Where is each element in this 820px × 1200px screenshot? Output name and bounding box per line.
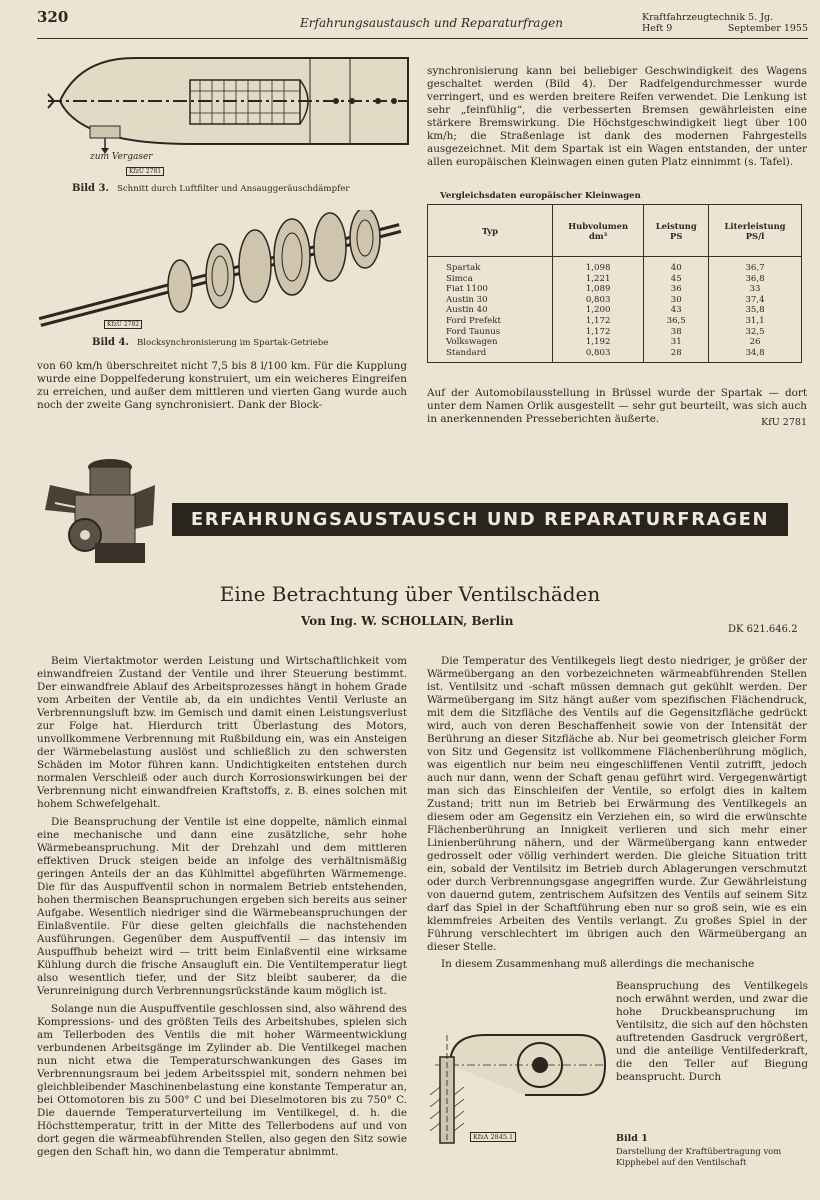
- article-paragraph-intro: In diesem Zusammenhang muß allerdings die mechanische: [441, 958, 755, 970]
- table-title: Vergleichsdaten europäischer Kleinwagen: [440, 191, 641, 201]
- table-row: Fiat 1100 1,089 36 33: [428, 284, 802, 295]
- fig3-stamp: KfzU 2781: [126, 167, 164, 176]
- fig4-stamp: KfzU 2782: [104, 320, 142, 329]
- table-header-literleistung: Literleistung PS/l: [709, 205, 802, 257]
- page-number: 320: [37, 8, 69, 26]
- after-table-ref: KfU 2781: [761, 417, 807, 428]
- article-dk-number: DK 621.646.2: [728, 624, 798, 635]
- fig4-caption-text: Blocksynchronisierung im Spartak-Getriebe: [136, 338, 329, 348]
- issue-line: [642, 23, 808, 34]
- table-row: Standard 0,803 28 34,8: [428, 348, 802, 363]
- table-row: Spartak 1,098 40 36,7: [428, 257, 802, 274]
- table-row: Austin 40 1,200 43 35,8: [428, 305, 802, 316]
- article-paragraph: Beim Viertaktmotor werden Leistung und Wirtschaftlichkeit vom einwandfreien Zustand der Ventile und ihrer Steuerung bestimmt. Der einwandfreie Ablauf des Arbeitsprozesses hängt in hohem Grade vom Arbeiten der Ventile ab, da ein undichtes Ventil Verluste an Verbrennungsluft bzw. im Gemisch und damit einen Leistungsverlust zur Folge hat. Hierdurch tritt Überlastung des Motors, unvollkommene Verbrennung mit Rußbildung ein, was ein Ansteigen der Wärmebelastung auslöst und schließlich zu den schwersten Schäden im Motor führen kann. Undichtigkeiten entstehen durch normalen Verschleiß oder auch durch Korrosionswirkungen bei der Verbrennung nicht einwandfreien Kraftstoffs, z. B. eines solchen mit hohem Schwefelgehalt.: [37, 655, 407, 810]
- comparison-table: [427, 204, 802, 363]
- table-row: Ford Prefekt 1,172 36,5 31,1: [428, 316, 802, 327]
- after-table-paragraph: [427, 387, 807, 429]
- fig1-caption: Darstellung der Kraftübertragung vom Kipphebel auf den Ventilschaft: [616, 1146, 782, 1167]
- fig1-label: Bild 1: [616, 1133, 648, 1144]
- article-paragraph: Die Beanspruchung der Ventile ist eine doppelte, nämlich einmal eine mechanische und dann eine zusätzliche, sehr hohe Wärmebeanspruchung. Mit der Drehzahl und dem mittleren effektiven Druck steigen beide an infolge des verhältnismäßig geringen Anteils der an das Kühlmittel abgeführten Wärmemenge. Die für das Auspuffventil schon in normalem Betrieb entstehenden, hohen thermischen Beanspruchungen ergeben sich bereits aus seiner Aufgabe. Wesentlich niedriger sind die Wärmebeanspruchungen der Einlaßventile. Für diese gelten gleichfalls die nachstehenden Ausführungen. Gegenüber dem Auspuffventil — das intensiv im Auspuffhub beheizt wird — tritt beim Einlaßventil eine wirksame Kühlung durch die frische Ansaugluft ein. Die Ventiltemperatur liegt also wesentlich tiefer, und der Sitz bleibt sauberer, da die Verunreinigung durch Verbrennungsrückstände kaum möglich ist.: [37, 816, 407, 997]
- fig1-rocker-arm-drawing: [430, 995, 610, 1145]
- article-paragraph: Solange nun die Auspuffventile geschlossen sind, also während des Kompressions- und des größten Teils des Arbeitshubes, spielen sich am Tellerboden des Ventils die mit hoher Wärmeentwicklung verbundenen Arbeitsgänge im Zylinder ab. Die Ventilkegel machen nun nicht etwa die Temperaturschwankungen des Gases im Verbrennungsraum bei jedem Arbeitsspiel mit, sondern nehmen bei gleichbleibender Maschinenbelastung eine konstante Temperatur an, bei Ottomotoren bis zu 500° C und bei Dieselmotoren bis zu 750° C. Die dauernde Temperaturverteilung im Ventilkegel, d. h. die Höchsttemperatur, tritt in der Mitte des Tellerbodens auf und von dort gegen die wärmeabführenden Stellen, also gegen den Sitz sowie gegen den Schaft hin, wo dann die Temperatur abnimmt.: [37, 1003, 407, 1158]
- issue-date: September 1955: [727, 23, 808, 34]
- table-header-leistung: Leistung PS: [644, 205, 709, 257]
- table-header-row: [428, 205, 802, 257]
- engine-vignette-icon: [35, 455, 160, 570]
- fig4-label: Bild 4.: [92, 337, 129, 348]
- article-paragraph-continuation: Beanspruchung des Ventilkegels noch erwähnt werden, und zwar die hohe Druckbeanspruchung im Ventilsitz, die sich auf den höchsten auftretenden Gasdruck vergrößert, und die anteilige Ventilfederkraft, die den Teller auf Biegung beansprucht. Durch: [616, 980, 808, 1083]
- left-column-paragraph: von 60 km/h überschreitet nicht 7,5 bis 8 l/100 km. Für die Kupplung wurde eine Doppelfederung konstruiert, um ein weicheres Eingreifen zu erreichen, und außer dem mittleren und vierten Gang wurde auch noch der zweite Gang synchronisiert. Dank der Block-: [37, 360, 407, 411]
- fig1-stamp: KfzA 2845.1: [470, 1132, 516, 1142]
- table-header-typ: Typ: [428, 205, 553, 257]
- fig3-label: Bild 3.: [72, 183, 109, 194]
- fig3-caption: [72, 183, 349, 194]
- article-right-column: [427, 655, 807, 971]
- fig3-caption-text: Schnitt durch Luftfilter und Ansauggeräuschdämpfer: [116, 184, 350, 194]
- table-row: Simca 1,221 45 36,8: [428, 274, 802, 285]
- fig4-gearbox-drawing: [30, 210, 410, 335]
- fig4-caption: [92, 337, 328, 348]
- article-title: Eine Betrachtung über Ventilschäden: [219, 582, 601, 606]
- journal-name: Kraftfahrzeugtechnik 5. Jg.: [642, 12, 774, 23]
- article-left-column: [37, 655, 407, 1159]
- table-row: Austin 30 0,803 30 37,4: [428, 295, 802, 306]
- article-paragraph: Die Temperatur des Ventilkegels liegt desto niedriger, je größer der Wärmeübergang an den vorbezeichneten wärmeabführenden Stellen ist. Ventilsitz und -schaft müssen demnach gut gekühlt werden. Der Wärmeübergang im Sitz hängt außer vom spezifischen Flächendruck, mit dem die Sitzfläche des Ventils auf die Gegensitzfläche gedrückt wird, auch von deren Beschaffenheit sowie von der Intensität der Berührung an dieser Sitzfläche ab. Nur bei geometrisch gleicher Form von Sitz und Gegensitz ist vollkommene Flächenberührung möglich, was eigentlich nur beim neu eingeschliffenen Ventil zutrifft, jedoch auch nur dann, wenn der Schaft genau geführt wird. Vergegenwärtigt man sich das Einschleifen der Ventile, so erfolgt dies in kaltem Zustand; tritt nun im Betrieb bei Erwärmung des Ventilkegels an diesem oder am Gegensitz ein Verziehen ein, so wird die erwünschte Flächenberührung an Innigkeit verlieren und sich mehr einer Linienberührung nähern, und der Wärmeübergang kann entweder gedrosselt oder völlig verhindert werden. Die gleiche Situation tritt ein, sobald der Ventilsitz im Betrieb durch Ablagerungen verschmutzt oder durch Verbrennungsgase angegriffen wurde. Zur Gewährleistung von dauernd gutem, zentrischem Aufsitzen des Ventils auf seinem Sitz darf das Spiel in der Schaftführung eben nur so groß sein, wie es ein klemmfreies Arbeiten des Ventils verlangt. Zu großes Spiel in der Führung verschlechtert im übrigen auch den Wärmeübergang an dieser Stelle.: [427, 655, 807, 953]
- table-row: Volkswagen 1,192 31 26: [428, 337, 802, 348]
- table-row: Ford Taunus 1,172 38 32,5: [428, 327, 802, 338]
- right-column-paragraph: synchronisierung kann bei beliebiger Geschwindigkeit des Wagens geschaltet werden (Bild 4). Der Radfelgendurchmesser wurde verringert, und es werden breitere Reifen verwendet. Die Lenkung ist sehr „feinfühlig“, die verbesserten Bremsen gewährleisten eine stärkere Bremswirkung. Die Höchstgeschwindigkeit liegt über 100 km/h; die Straßenlage ist dank des modernen Fahrgestells ausgezeichnet. Mit dem Spartak ist ein Wagen entstanden, der unter allen europäischen Kleinwagen einen guten Platz einnimmt (s. Tafel).: [427, 65, 807, 168]
- section-banner: ERFAHRUNGSAUSTAUSCH UND REPARATURFRAGEN: [172, 503, 788, 536]
- table-header-hubvolumen: Hubvolumen dm³: [553, 205, 644, 257]
- running-section-title: Erfahrungsaustausch und Reparaturfragen: [300, 16, 563, 30]
- after-table-text: Auf der Automobilausstellung in Brüssel wurde der Spartak — dort unter dem Namen Orlik ausgestellt — sehr gut beurteilt, was sich auch in anerkennenden Presseberichten äußerte.: [427, 387, 807, 425]
- header-rule: [37, 38, 808, 39]
- issue-label: Heft 9: [642, 23, 673, 34]
- article-author: Von Ing. W. SCHOLLAIN, Berlin: [301, 614, 514, 628]
- fig3-inset-label: zum Vergaser: [90, 152, 153, 162]
